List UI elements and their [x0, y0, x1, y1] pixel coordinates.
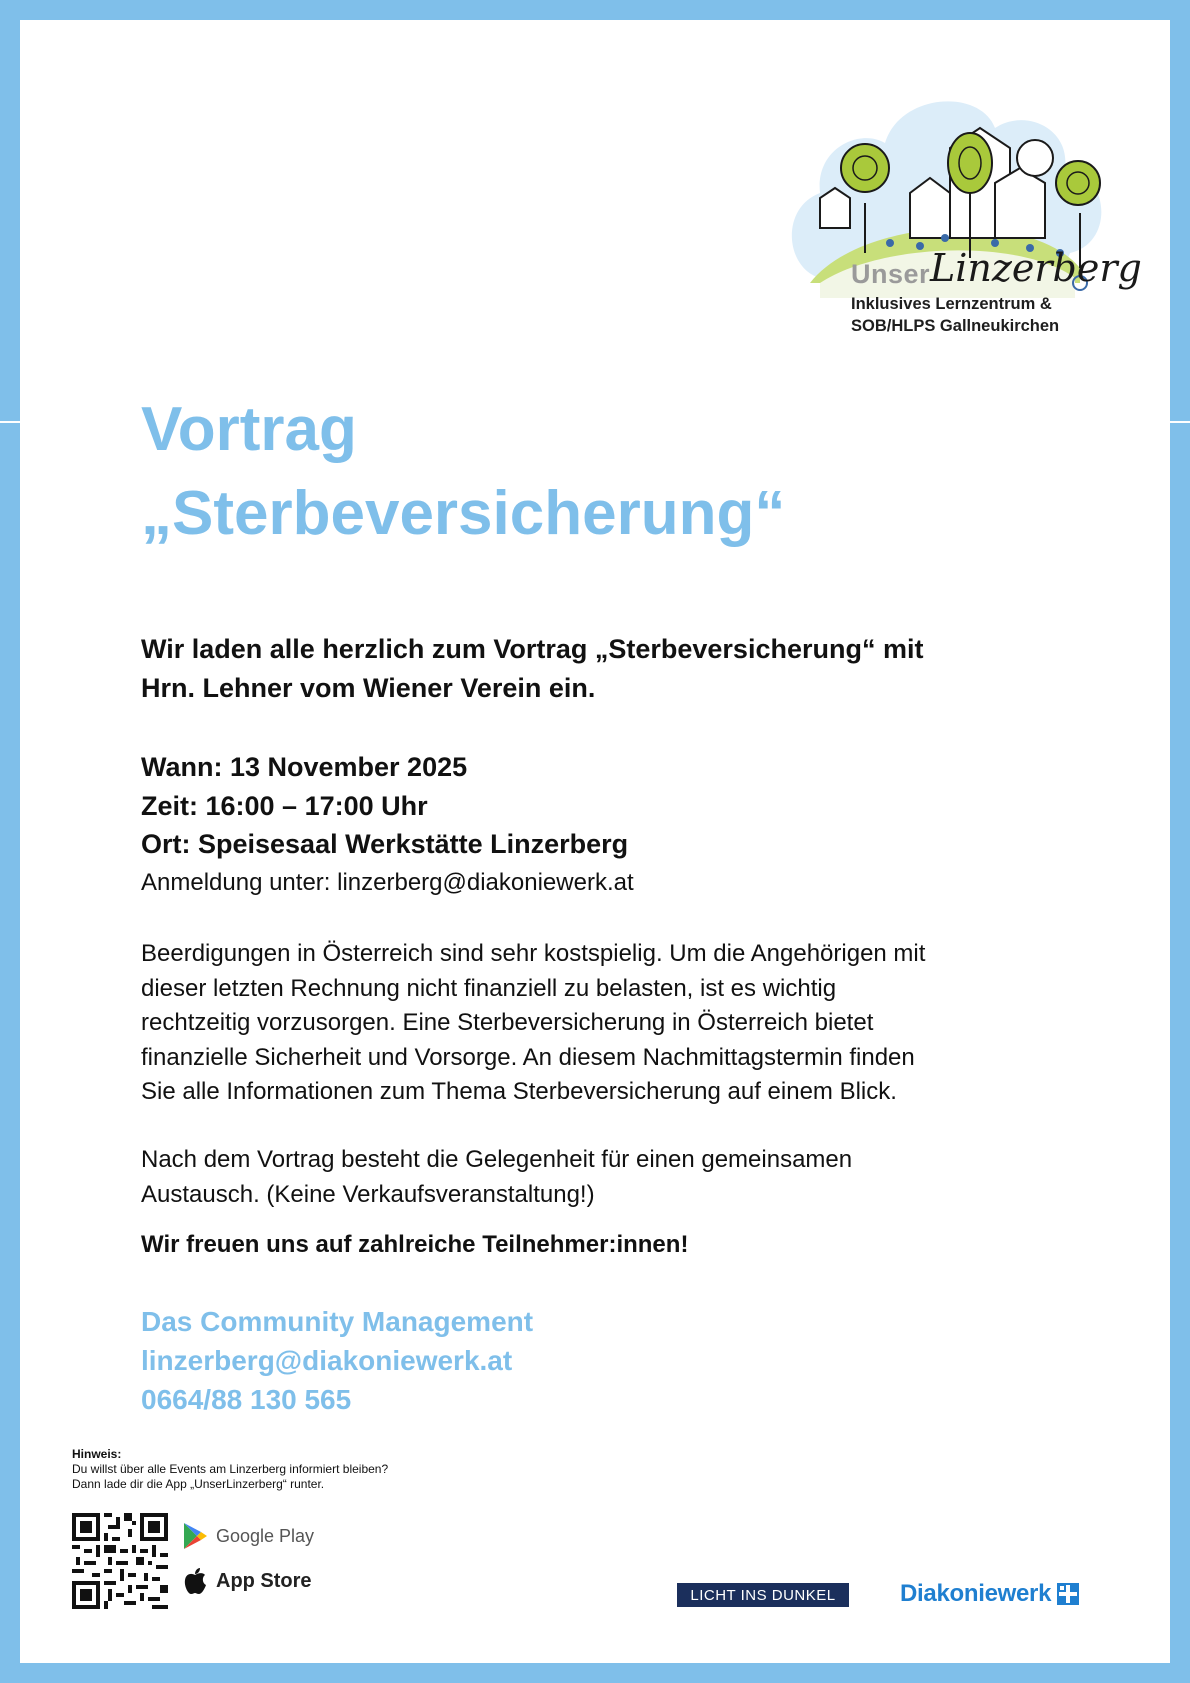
paragraph1-line3: rechtzeitig vorzusorgen. Eine Sterbeversicherung in Österreich bietet	[141, 1009, 874, 1036]
google-play-badge[interactable]	[182, 1522, 314, 1550]
paragraph1-line1: Beerdigungen in Österreich sind sehr kostspielig. Um die Angehörigen mit	[141, 940, 926, 967]
logo-subtitle-line2: SOB/HLPS Gallneukirchen	[851, 317, 1060, 335]
paragraph1-line4: finanzielle Sicherheit und Vorsorge. An diesem Nachmittagstermin finden	[141, 1043, 915, 1071]
event-registration: Anmeldung unter: linzerberg@diakoniewerk.at	[141, 868, 634, 896]
app-store-badge[interactable]	[182, 1566, 312, 1596]
paragraph1-line2: dieser letzten Rechnung nicht finanziell zu belasten, ist es wichtig	[141, 974, 837, 1002]
app-hint	[72, 1447, 388, 1492]
description-paragraph	[141, 937, 1061, 1110]
unser-linzerberg-logo	[780, 68, 1142, 348]
fold-mark-right	[1170, 421, 1190, 423]
title-line2: „Sterbeversicherung“	[141, 479, 786, 548]
paragraph2-line2: Austausch. (Keine Verkaufsveranstaltung!)	[141, 1180, 595, 1208]
fold-mark-left	[0, 421, 20, 423]
app-store-label: App Store	[216, 1569, 312, 1592]
signature-phone[interactable]: 0664/88 130 565	[141, 1384, 352, 1415]
exchange-paragraph	[141, 1143, 1061, 1212]
google-play-icon	[182, 1522, 208, 1550]
signature-block	[141, 1302, 533, 1419]
logo-subtitle-line1: Inklusives Lernzentrum &	[851, 295, 1052, 313]
diakoniewerk-logo	[900, 1580, 1079, 1608]
event-time: Zeit: 16:00 – 17:00 Uhr	[141, 790, 428, 821]
licht-ins-dunkel-logo: LICHT INS DUNKEL	[677, 1583, 849, 1607]
logo-brand-word: Unser	[851, 259, 931, 289]
invite-text	[141, 630, 1061, 708]
event-location: Ort: Speisesaal Werkstätte Linzerberg	[141, 829, 629, 859]
paragraph1-line5: Sie alle Informationen zum Thema Sterbeversicherung auf einem Blick.	[141, 1078, 897, 1105]
qr-code-icon[interactable]	[72, 1513, 168, 1609]
google-play-label: Google Play	[216, 1525, 315, 1546]
title-line1: Vortrag	[141, 395, 357, 464]
event-details	[141, 748, 1061, 902]
page-title	[141, 388, 785, 556]
hint-line2: Dann lade dir die App „UnserLinzerberg“ runter.	[72, 1477, 325, 1491]
signature-name: Das Community Management	[141, 1306, 534, 1337]
logo-brand-script: Linzerberg	[930, 246, 1142, 290]
hint-title: Hinweis:	[72, 1447, 122, 1461]
invite-line2: Hrn. Lehner vom Wiener Verein ein.	[141, 673, 596, 703]
hint-line1: Du willst über alle Events am Linzerberg informiert bleiben?	[72, 1462, 389, 1476]
diakoniewerk-wordmark: Diakoniewerk	[900, 1580, 1052, 1607]
apple-icon	[182, 1566, 208, 1596]
paragraph2-line1: Nach dem Vortrag besteht die Gelegenheit für einen gemeinsamen	[141, 1146, 853, 1173]
closing-text: Wir freuen uns auf zahlreiche Teilnehmer:innen!	[141, 1231, 689, 1258]
signature-email[interactable]: linzerberg@diakoniewerk.at	[141, 1345, 513, 1376]
invite-line1: Wir laden alle herzlich zum Vortrag „Sterbeversicherung“ mit	[141, 634, 924, 664]
event-date: Wann: 13 November 2025	[141, 752, 468, 782]
diakonie-cross-icon	[1057, 1583, 1079, 1605]
